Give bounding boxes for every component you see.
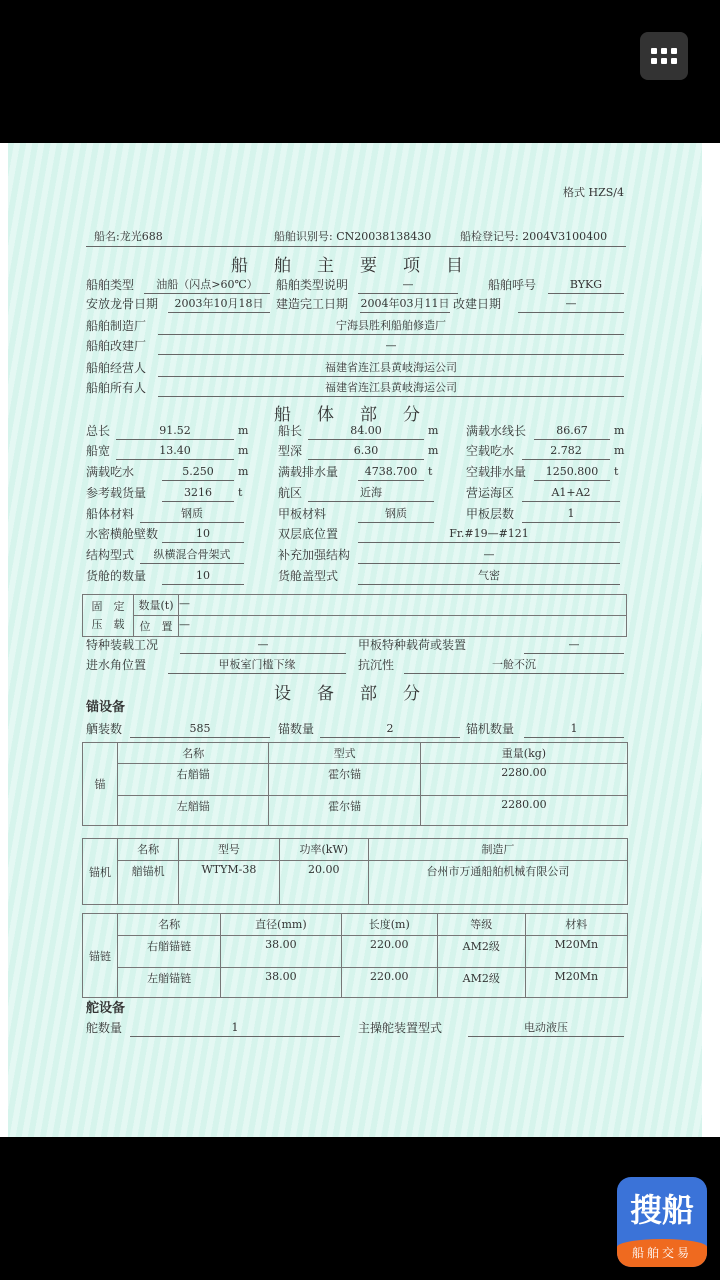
document-image — [0, 143, 720, 1137]
label: 货舱的数量 — [86, 569, 147, 583]
b-value: 13.40 — [116, 443, 234, 460]
label: 锚机数量 — [466, 722, 515, 736]
label: 甲板层数 — [466, 507, 515, 521]
reg-no: 船检登记号: 2004V3100400 — [460, 230, 608, 243]
label: 船舶所有人 — [86, 381, 147, 395]
ship-type-value: 油船（闪点>60℃） — [144, 277, 270, 294]
label: 安放龙骨日期 — [86, 297, 159, 311]
label: 结构型式 — [86, 548, 135, 562]
label: 舵数量 — [86, 1021, 123, 1035]
fd-value: 5.250 — [162, 464, 234, 481]
windlass-count-value: 1 — [524, 721, 624, 738]
column-header: 名称 — [118, 839, 179, 861]
label: 特种装载工况 — [86, 638, 159, 652]
hatch-value: 气密 — [358, 568, 620, 585]
builder-value: 宁海县胜利船舶修造厂 — [158, 318, 624, 335]
lbp-value: 84.00 — [308, 423, 424, 440]
section-title-main: 船舶主要项目 — [231, 256, 489, 276]
bh-value: 10 — [162, 526, 244, 543]
ballast-table — [82, 594, 627, 637]
label: 进水角位置 — [86, 658, 147, 672]
fdisp-value: 4738.700 — [358, 464, 424, 481]
operator-value: 福建省连江县黄岐海运公司 — [158, 360, 624, 377]
unit-label: m — [614, 424, 625, 437]
label: 船舶制造厂 — [86, 319, 147, 333]
label: 船舶改建厂 — [86, 339, 147, 353]
unit-label: m — [428, 444, 439, 457]
format-code: 格式 HZS/4 — [563, 186, 624, 199]
unsinkability-value: 一舱不沉 — [404, 657, 624, 674]
label: 建造完工日期 — [276, 297, 349, 311]
label: 航区 — [278, 486, 303, 500]
area-value: 近海 — [308, 485, 434, 502]
rudder-section-title: 舵设备 — [86, 1001, 126, 1016]
holds-value: 10 — [162, 568, 244, 585]
ld-value: 2.782 — [522, 443, 610, 460]
section-title-hull: 船体部分 — [274, 405, 446, 425]
column-header: 型式 — [269, 743, 420, 764]
column-header: 长度(m) — [341, 914, 437, 936]
call-sign-value: BYKG — [548, 277, 624, 294]
label: 位 置 — [134, 616, 179, 637]
anchor-section-title: 锚设备 — [86, 700, 126, 715]
unit-label: m — [428, 424, 439, 437]
label: 船长 — [278, 424, 303, 438]
rebuilder-value: — — [158, 338, 624, 355]
column-header: 名称 — [118, 743, 269, 764]
label: 锚机 — [83, 839, 118, 905]
ship-name: 船名:龙光688 — [94, 230, 163, 243]
table-row: 艏锚机 WTYM-38 20.00 台州市万通船舶机械有限公司 — [83, 861, 628, 905]
label: 甲板特种载荷或装置 — [358, 638, 467, 652]
anchor-count-value: 2 — [320, 721, 460, 738]
anchor-table — [82, 742, 628, 826]
label: 主操舵装置型式 — [358, 1021, 443, 1035]
unit-label: t — [614, 465, 619, 478]
unit-label: t — [428, 465, 433, 478]
label: 总长 — [86, 424, 111, 438]
column-header: 功率(kW) — [279, 839, 368, 861]
label: 舾装数 — [86, 722, 123, 736]
rudder-count-value: 1 — [130, 1020, 340, 1037]
certificate-page — [8, 143, 702, 1137]
decks-value: 1 — [522, 506, 620, 523]
ballast-qty-value: — — [179, 595, 627, 616]
column-header: 材料 — [525, 914, 627, 936]
sea-value: A1+A2 — [522, 485, 620, 502]
table-row: 右艏锚 霍尔锚 2280.00 — [83, 764, 628, 796]
label: 水密横舱壁数 — [86, 527, 159, 541]
column-header: 直径(mm) — [221, 914, 341, 936]
label: 船体材料 — [86, 507, 135, 521]
label: 空载排水量 — [466, 465, 527, 479]
built-date-value: 2004年03月11日 — [360, 296, 450, 313]
label: 营运海区 — [466, 486, 515, 500]
chain-table — [82, 913, 628, 998]
dwt-value: 3216 — [162, 485, 234, 502]
unit-label: m — [238, 444, 249, 457]
unit-label: m — [238, 424, 249, 437]
owner-value: 福建省连江县黄岐海运公司 — [158, 380, 624, 397]
label: 型深 — [278, 444, 303, 458]
label: 船舶类型说明 — [276, 278, 349, 292]
label: 双层底位置 — [278, 527, 339, 541]
label: 压 载 — [91, 617, 125, 631]
label: 改建日期 — [453, 297, 502, 311]
keel-date-value: 2003年10月18日 — [168, 296, 270, 313]
db-value: Fr.#19—#121 — [358, 526, 620, 543]
label: 空载吃水 — [466, 444, 515, 458]
table-row: 左艏锚 霍尔锚 2280.00 — [83, 796, 628, 826]
label: 参考载货量 — [86, 486, 147, 500]
label: 船宽 — [86, 444, 111, 458]
reinf-value: — — [358, 547, 620, 564]
struct-value: 纵横混合骨架式 — [140, 547, 244, 564]
label: 甲板材料 — [278, 507, 327, 521]
label: 货舱盖型式 — [278, 569, 339, 583]
label: 固 定 — [91, 599, 125, 613]
column-header: 名称 — [118, 914, 221, 936]
steering-gear-value: 电动液压 — [468, 1020, 624, 1037]
flood-angle-value: 甲板室门槛下缘 — [168, 657, 346, 674]
column-header: 制造厂 — [368, 839, 627, 861]
unit-label: m — [238, 465, 249, 478]
table-row: 右艏锚链 38.00 220.00 AM2级 M20Mn — [83, 936, 628, 968]
label: 锚 — [83, 743, 118, 826]
section-title-equipment: 设备部分 — [274, 684, 446, 704]
lwl-value: 86.67 — [534, 423, 610, 440]
column-header: 型号 — [179, 839, 280, 861]
column-header: 等级 — [437, 914, 525, 936]
deckmat-value: 钢质 — [358, 506, 434, 523]
label: 满载水线长 — [466, 424, 527, 438]
column-header: 重量(kg) — [420, 743, 627, 764]
label: 船舶呼号 — [488, 278, 537, 292]
label: 抗沉性 — [358, 658, 395, 672]
table-row: 左艏锚链 38.00 220.00 AM2级 M20Mn — [83, 968, 628, 998]
label: 船舶类型 — [86, 278, 135, 292]
label: 数量(t) — [134, 595, 179, 616]
unit-label: m — [614, 444, 625, 457]
logo-subtext: 船舶交易 — [617, 1239, 707, 1267]
label: 锚链 — [83, 914, 118, 998]
logo-text: 搜船 — [629, 1191, 694, 1229]
ldisp-value: 1250.800 — [534, 464, 610, 481]
divider — [86, 246, 626, 247]
rebuilt-date-value: — — [518, 296, 624, 313]
loa-value: 91.52 — [116, 423, 234, 440]
deck-load-value: — — [524, 637, 624, 654]
label: 船舶经营人 — [86, 361, 147, 375]
special-load-value: — — [180, 637, 346, 654]
label: 补充加强结构 — [278, 548, 351, 562]
unit-label: t — [238, 486, 243, 499]
label: 锚数量 — [278, 722, 315, 736]
windlass-table — [82, 838, 628, 905]
ship-id: 船舶识别号: CN20038138430 — [274, 230, 432, 243]
d-value: 6.30 — [308, 443, 424, 460]
grid-menu-button[interactable] — [640, 32, 688, 80]
mat-value: 钢质 — [140, 506, 244, 523]
ballast-pos-value: — — [179, 616, 627, 637]
label: 满载吃水 — [86, 465, 135, 479]
type-desc-value: — — [358, 277, 458, 294]
equipment-number-value: 585 — [130, 721, 270, 738]
soship-logo[interactable] — [617, 1177, 707, 1267]
label: 满载排水量 — [278, 465, 339, 479]
